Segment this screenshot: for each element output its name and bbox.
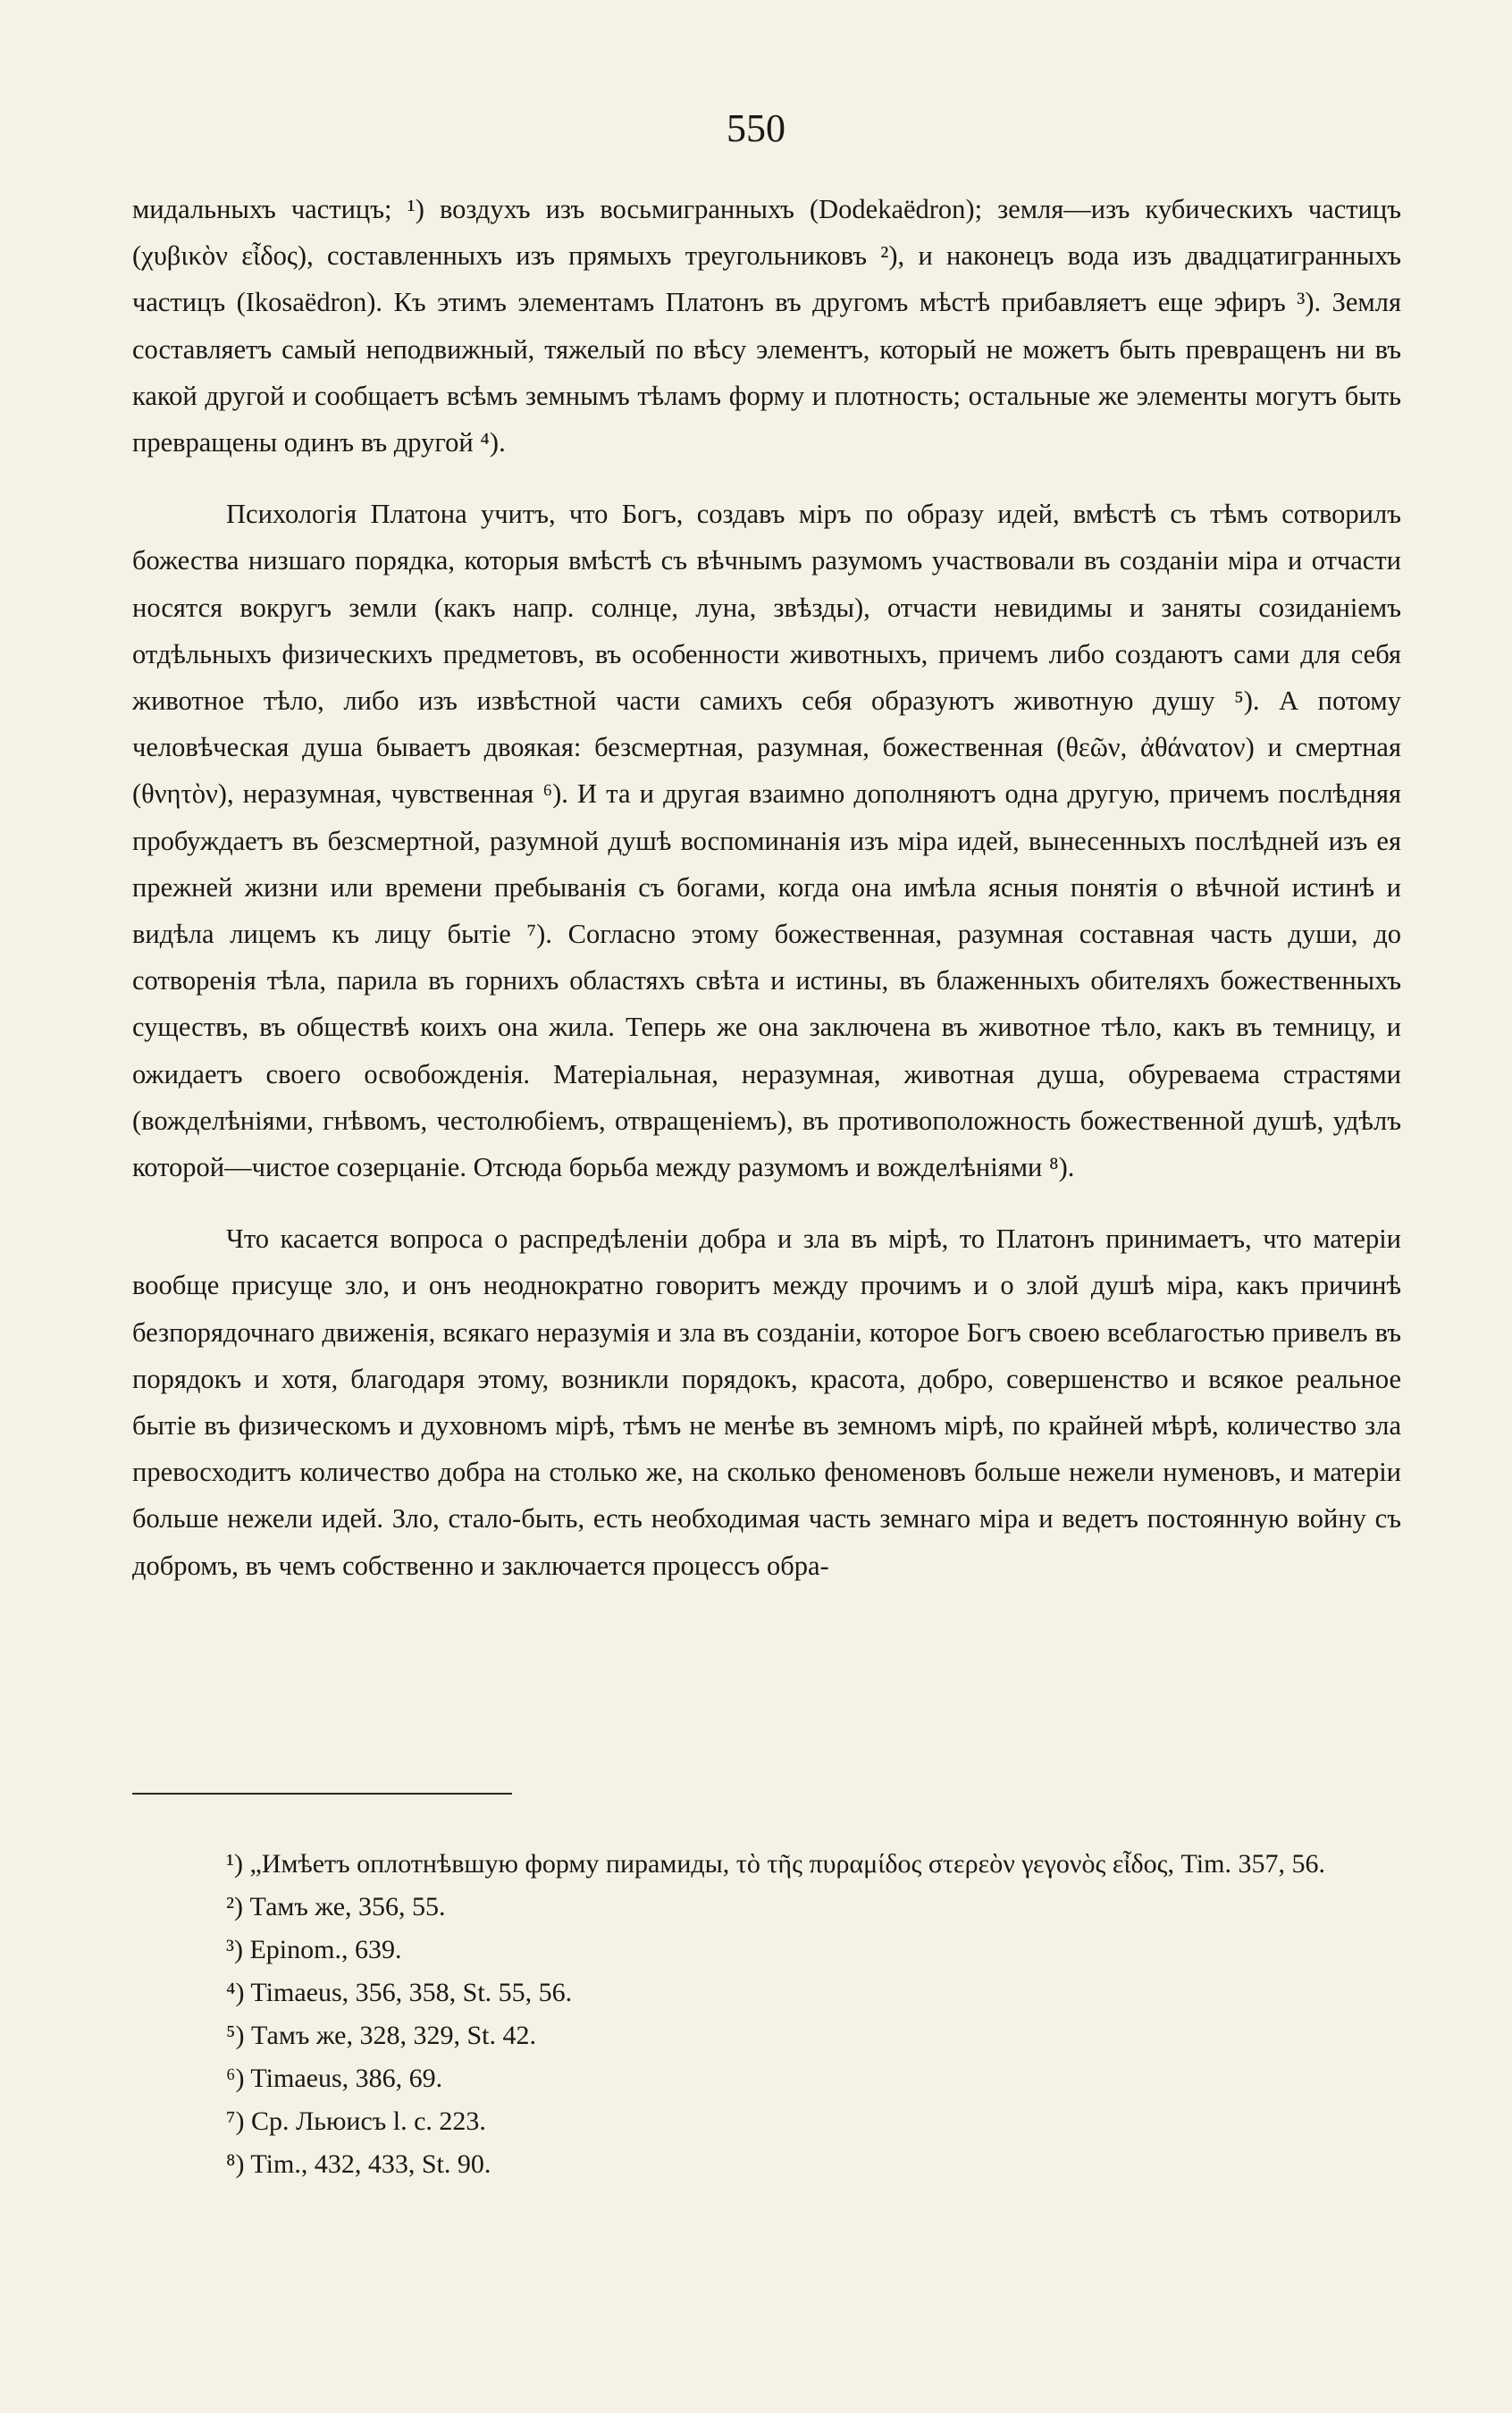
body-text [132, 186, 1401, 1589]
paragraph-psychology: Психологія Платона учитъ, что Богъ, создавъ міръ по образу идей, вмѣстѣ съ тѣмъ сотворилъ божества низшаго порядка, которыя вмѣстѣ съ вѣчнымъ разумомъ участвовали въ созданіи міра и отчасти носятся вокругъ земли (какъ напр. солнце, луна, звѣзды), отчасти невидимы и заняты созиданіемъ отдѣльныхъ физическихъ предметовъ, въ особенности животныхъ, причемъ либо создаютъ сами для себя животное тѣло, либо изъ извѣстной части самихъ себя образуютъ животную душу ⁵). А потому человѣческая душа бываетъ двоякая: безсмертная, разумная, божественная (θεῶν, ἀθάνατον) и смертная (θνητὸν), неразумная, чувственная ⁶). И та и другая взаимно дополняютъ одна другую, причемъ послѣдняя пробуждаетъ въ безсмертной, разумной душѣ воспоминанія изъ міра идей, вынесенныхъ послѣдней изъ ея прежней жизни или времени пребыванія съ богами, когда она имѣла ясныя понятія о вѣчной истинѣ и видѣла лицемъ къ лицу бытіе ⁷). Согласно этому божественная, разумная составная часть души, до сотворенія тѣла, парила въ горнихъ областяхъ свѣта и истины, въ блаженныхъ обителяхъ божественныхъ существъ, въ обществѣ коихъ она жила. Теперь же она заключена въ животное тѣло, какъ въ темницу, и ожидаетъ своего освобожденія. Матеріальная, неразумная, животная душа, обуреваема страстями (вожделѣніями, гнѣвомъ, честолюбіемъ, отвращеніемъ), въ противоположность божественной душѣ, удѣлъ которой—чистое созерцаніе. Отсюда борьба между разумомъ и вожделѣніями ⁸). [132, 499, 1401, 1183]
footnote-1: ¹) „Имѣетъ оплотнѣвшую форму пирамиды, τὸ τῆς πυραμίδος στερεὸν γεγονὸς εἶδος, Tim. 357, 56. [226, 1849, 1325, 1879]
page-number: 550 [727, 106, 785, 150]
footnote-4: ⁴) Timaeus, 356, 358, St. 55, 56. [226, 1978, 573, 2007]
footnote-8: ⁸) Tim., 432, 433, St. 90. [226, 2149, 491, 2179]
paragraph-good-and-evil: Что касается вопроса о распредѣленіи добра и зла въ мірѣ, то Платонъ принимаетъ, что матеріи вообще присуще зло, и онъ неоднократно говоритъ между прочимъ и о злой душѣ міра, какъ причинѣ безпорядочнаго движенія, всякаго неразумія и зла въ созданіи, которое Богъ своею всеблагостью привелъ въ порядокъ и хотя, благодаря этому, возникли порядокъ, красота, добро, совершенство и всякое реальное бытіе въ физическомъ и духовномъ мірѣ, тѣмъ не менѣе въ земномъ мірѣ, по крайней мѣрѣ, количество зла превосходитъ количество добра на столько же, на сколько феноменовъ больше нежели нуменовъ, и матеріи больше нежели идей. Зло, стало-быть, есть необходимая часть земнаго міра и ведетъ постоянную войну съ добромъ, въ чемъ собственно и заключается процессъ обра- [132, 1223, 1401, 1581]
footnote-2: ²) Тамъ же, 356, 55. [226, 1892, 446, 1921]
footnote-7: ⁷) Ср. Льюисъ l. c. 223. [226, 2106, 486, 2136]
footnote-5: ⁵) Тамъ же, 328, 329, St. 42. [226, 2021, 537, 2050]
footnote-divider [132, 1793, 512, 1795]
footnote-6: ⁶) Timaeus, 386, 69. [226, 2064, 443, 2093]
footnote-3: ³) Epinom., 639. [226, 1935, 402, 1964]
footnotes [132, 1843, 1401, 2186]
paragraph-elements: мидальныхъ частицъ; ¹) воздухъ изъ восьмигранныхъ (Dodekaëdron); земля—изъ кубическихъ частицъ (χυβικὸν εἶδος), составленныхъ изъ прямыхъ треугольниковъ ²), и наконецъ вода изъ двадцатигранныхъ частицъ (Ikosaëdron). Къ этимъ элементамъ Платонъ въ другомъ мѣстѣ прибавляетъ еще эфиръ ³). Земля составляетъ самый неподвижный, тяжелый по вѣсу элементъ, который не можетъ быть превращенъ ни въ какой другой и сообщаетъ всѣмъ земнымъ тѣламъ форму и плотность; остальные же элементы могутъ быть превращены одинъ въ другой ⁴). [132, 194, 1401, 458]
